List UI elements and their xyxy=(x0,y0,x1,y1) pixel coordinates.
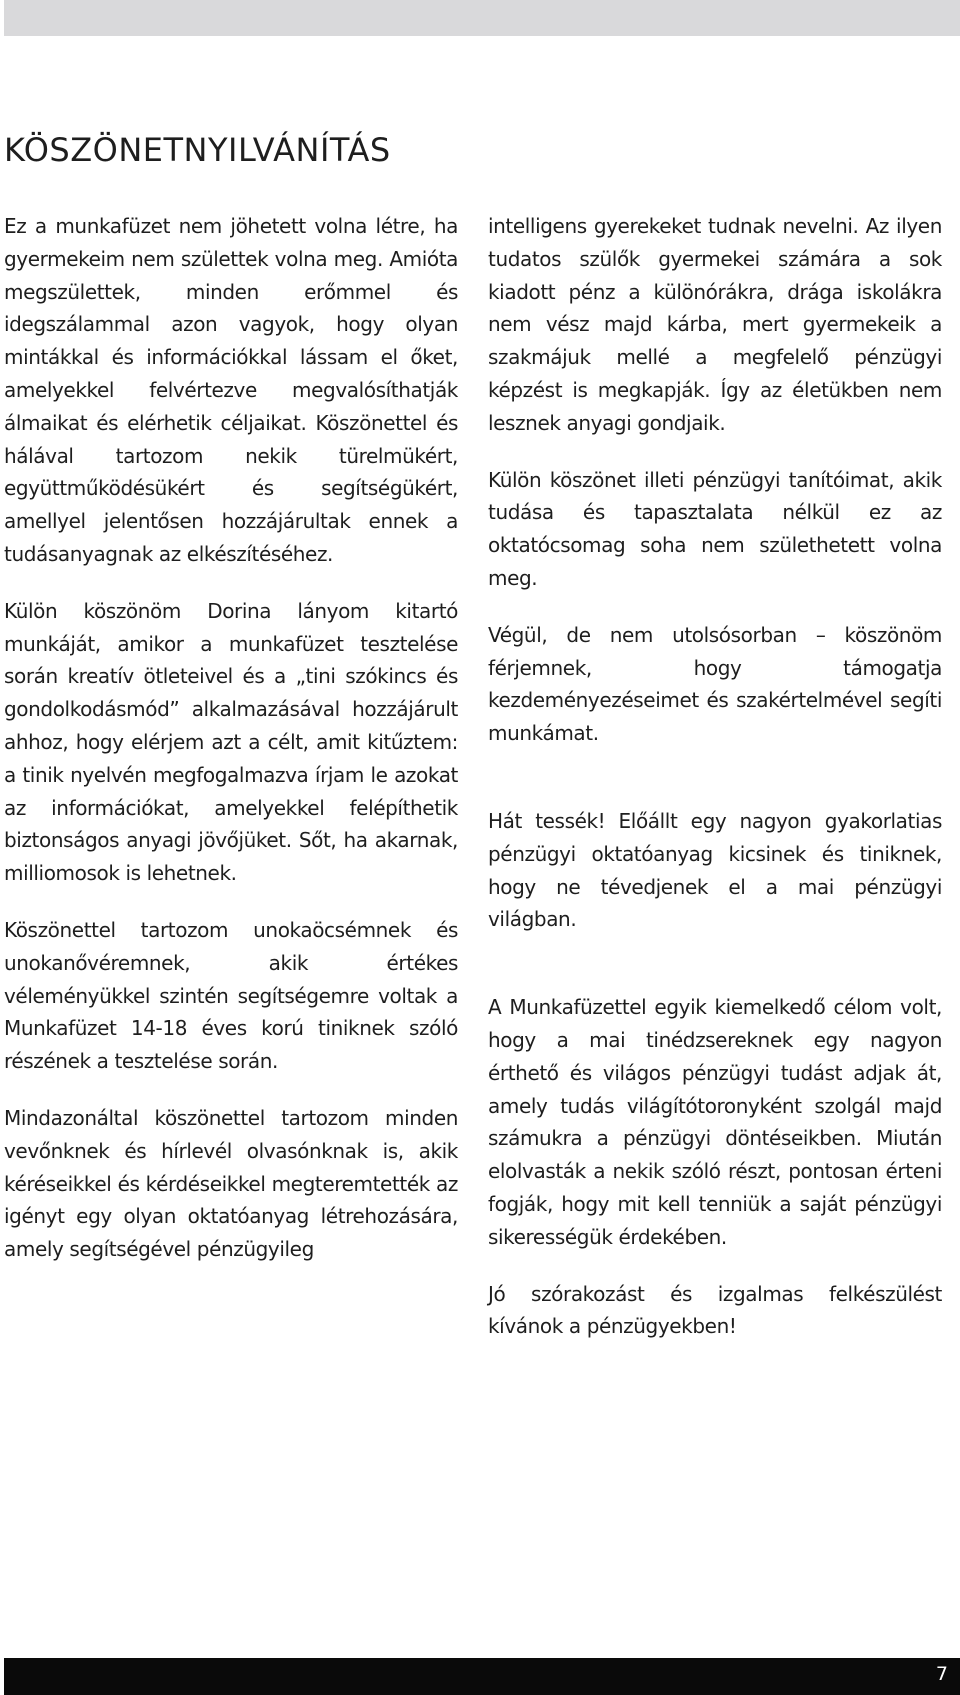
paragraph: Külön köszönet illeti pénzügyi tanítóimat, akik tudása és tapasztalata nélkül ez az oktatócsomag soha nem születhetett volna meg. xyxy=(488,467,942,590)
paragraph: Végül, de nem utolsósorban – köszönöm férjemnek, hogy támogatja kezdeményezéseimet és szakértelmével segíti munkámat. xyxy=(488,622,942,746)
paragraph: intelligens gyerekeket tudnak nevelni. Az ilyen tudatos szülők gyermekei számára a sok kiadott pénz a különórákra, drága iskolákra nem vész majd kárba, mert gyermekeik a szakmájuk mellé a megfelelő pénzügyi képzést is megkapják. Így az életükben nem lesznek anyagi gondjaik. xyxy=(488,214,942,435)
paragraph: A Munkafüzettel egyik kiemelkedő célom volt, hogy a mai tinédzsereknek egy nagyon érthető és világos pénzügyi tudást adjak át, amely tudás világítótoronyként szolgál majd számukra a pénzügyi döntéseikben. Miután elolvasták a nekik szóló részt, pontosan érteni fogják, hogy mit kell tenniük a saját pénzügyi sikerességük érdekében. xyxy=(488,995,942,1249)
paragraph: Jó szórakozást és izgalmas felkészülést kívánok a pénzügyekben! xyxy=(488,1281,942,1339)
paragraph: Külön köszönöm Dorina lányom kitartó munkáját, amikor a munkafüzet tesztelése során kreatív ötleteivel és a „tini szókincs és gondolkodásmód” alkalmazásával hozzájárult ahhoz, hogy elérjem azt a célt, amit kitűztem: a tinik nyelvén megfogalmazva írjam le azokat az információkat, amelyekkel felépíthetik biztonságos anyagi jövőjüket. Sőt, ha akarnak, milliomosok is lehetnek. xyxy=(4,598,458,886)
right-text-column xyxy=(488,210,942,1343)
page-number: 7 xyxy=(935,1663,948,1685)
page-title: KÖSZÖNETNYILVÁNÍTÁS xyxy=(4,131,391,169)
left-text-column xyxy=(4,210,458,1266)
paragraph: Mindazonáltal köszönettel tartozom minden vevőnknek és hírlevél olvasónknak is, akik kéréseikkel és kérdéseikkel megteremtették az igényt egy olyan oktatóanyag létrehozására, amely segítségével pénzügyileg xyxy=(4,1105,458,1262)
paragraph: Köszönettel tartozom unokaöcsémnek és unokanővéremnek, akik értékes véleményükkel szintén segítségemre voltak a Munkafüzet 14-18 éves korú tiniknek szóló részének a tesztelése során. xyxy=(4,917,458,1074)
footer-bar xyxy=(4,1658,960,1695)
top-header-bar xyxy=(4,0,960,36)
paragraph: Ez a munkafüzet nem jöhetett volna létre, ha gyermekeim nem születtek volna meg. Amióta megszülettek, minden erőmmel és idegszálammal azon vagyok, hogy olyan mintákkal és információkkal lássam el őket, amelyekkel felvértezve megvalósíthatják álmaikat és elérhetik céljaikat. Köszönettel és hálával tartozom nekik türelmükért, együttműködésükért és segítségükért, amellyel jelentősen hozzájárultak ennek a tudásanyagnak az elkészítéséhez. xyxy=(4,214,458,566)
paragraph: Hát tessék! Előállt egy nagyon gyakorlatias pénzügyi oktatóanyag kicsinek és tiniknek, hogy ne tévedjenek el a mai pénzügyi világban. xyxy=(488,808,942,932)
